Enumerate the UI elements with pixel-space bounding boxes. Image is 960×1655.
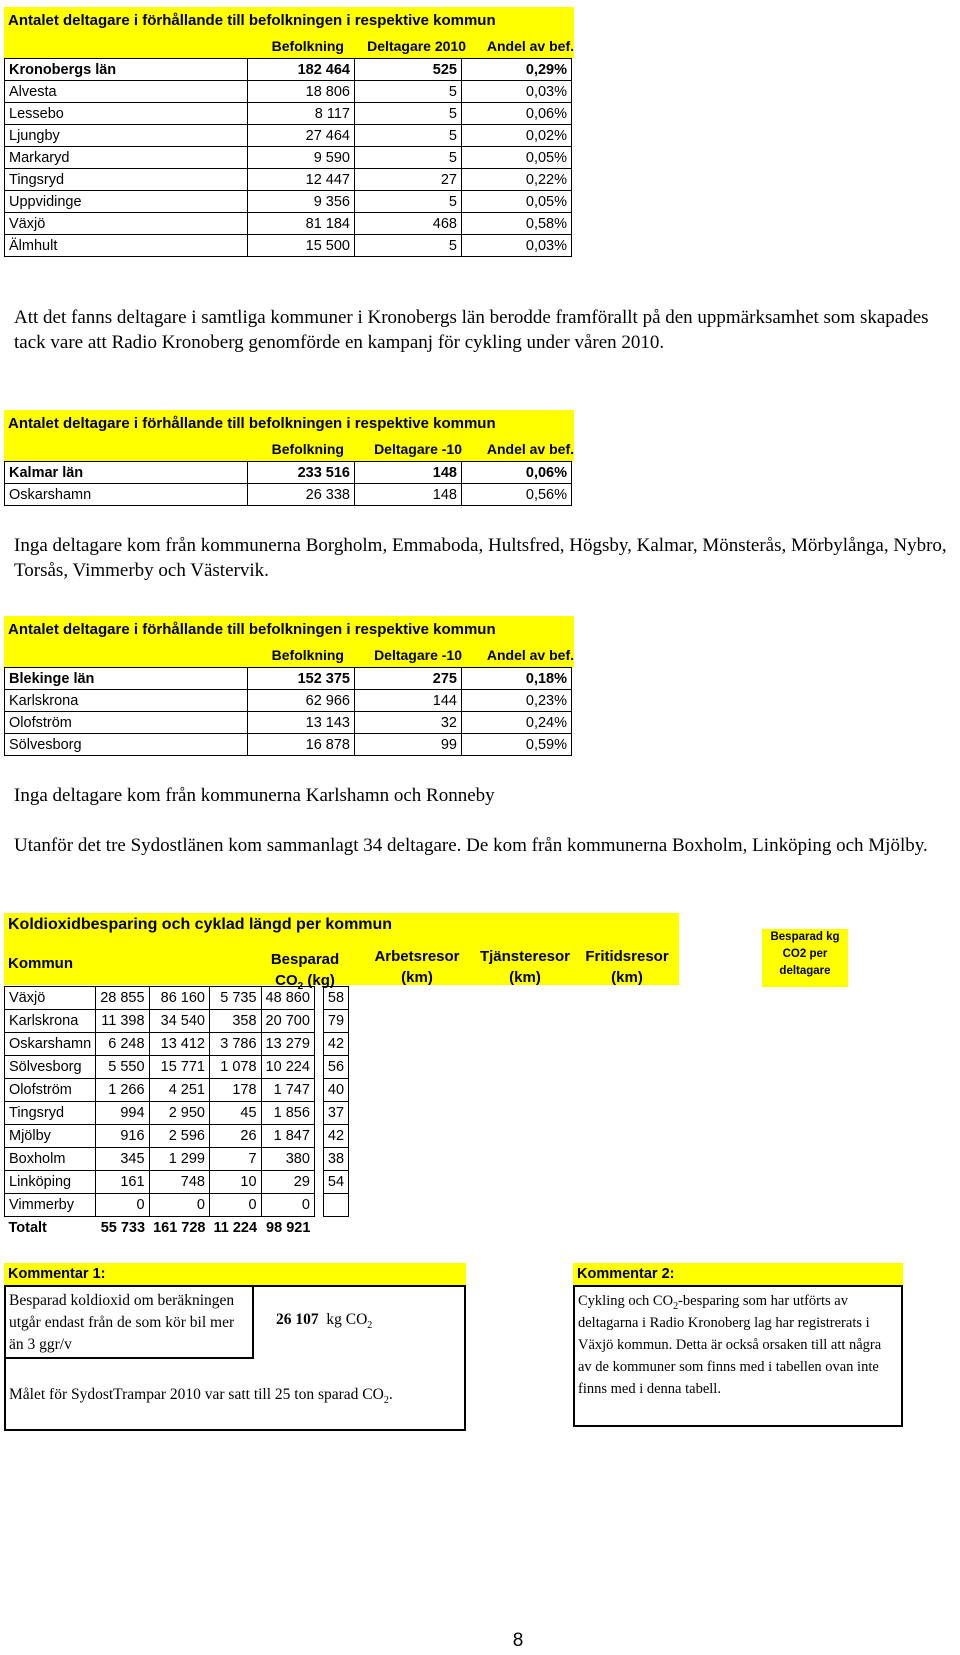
table-row: [5, 462, 572, 484]
cell: 0,03%: [462, 81, 572, 103]
cell: 0,06%: [462, 103, 572, 125]
cell: 275: [355, 668, 462, 690]
cell: 62 966: [248, 690, 355, 712]
cell: Lessebo: [5, 103, 248, 125]
cell: 233 516: [248, 462, 355, 484]
cell: Alvesta: [5, 81, 248, 103]
header-fritidsresor-line1: Fritidsresor: [585, 948, 669, 965]
table-row: [5, 235, 572, 257]
spacer-cell: [314, 1033, 323, 1056]
cell: 0,58%: [462, 213, 572, 235]
table-row: [5, 1079, 349, 1102]
blekinge-table-title: Antalet deltagare i förhållande till befolkningen i respektive kommun: [4, 616, 574, 644]
cell: 468: [355, 213, 462, 235]
cell: 32: [355, 712, 462, 734]
kommun-cell: Oskarshamn: [5, 1033, 96, 1056]
value-cell: 0: [96, 1194, 149, 1217]
header-andel: Andel av bef.: [486, 38, 574, 54]
value-cell: 42: [323, 1033, 348, 1056]
cell: 0,56%: [462, 484, 572, 506]
cell: Olofström: [5, 712, 248, 734]
value-cell: 79: [323, 1010, 348, 1033]
header-deltagare: Deltagare -10: [374, 441, 462, 457]
cell: 26 338: [248, 484, 355, 506]
cell: 9 590: [248, 147, 355, 169]
cell: Sölvesborg: [5, 734, 248, 756]
table-row: [5, 1033, 349, 1056]
comment-1-box: [4, 1285, 466, 1431]
co2-rows: [4, 986, 349, 1239]
value-cell: 29: [261, 1171, 314, 1194]
header-befolkning: Befolkning: [271, 441, 344, 457]
value-cell: 5 550: [96, 1056, 149, 1079]
header-kg-text: (kg): [303, 972, 335, 989]
table-row: [5, 734, 572, 756]
spacer-cell: [314, 1125, 323, 1148]
cell: 5: [355, 103, 462, 125]
value-cell: 56: [323, 1056, 348, 1079]
kommun-cell: Mjölby: [5, 1125, 96, 1148]
value-cell: 358: [209, 1010, 261, 1033]
cell: 16 878: [248, 734, 355, 756]
value-cell: 38: [323, 1148, 348, 1171]
table-row: [5, 213, 572, 235]
value-cell: 54: [323, 1171, 348, 1194]
cell: Uppvidinge: [5, 191, 248, 213]
table-row: [5, 103, 572, 125]
comment-1-goal: [9, 1386, 393, 1406]
table-row: [5, 59, 572, 81]
comment-1-goal-end: .: [388, 1386, 393, 1403]
cell: 182 464: [248, 59, 355, 81]
comment-1-label: Kommentar 1:: [4, 1263, 466, 1285]
total-label: Totalt: [8, 1220, 47, 1236]
value-cell: 380: [261, 1148, 314, 1171]
table-row: [5, 81, 572, 103]
comment-1-value-line: [276, 1311, 372, 1331]
value-cell: 20 700: [261, 1010, 314, 1033]
table-row: [5, 125, 572, 147]
total-row: [5, 1217, 349, 1240]
cell: 0,23%: [462, 690, 572, 712]
cell: Tingsryd: [5, 169, 248, 191]
comment-1-unit: kg CO: [326, 1311, 368, 1328]
value-cell: 40: [323, 1079, 348, 1102]
cell: 525: [355, 59, 462, 81]
value-cell: 0: [209, 1194, 261, 1217]
cell: 0,22%: [462, 169, 572, 191]
cell: Blekinge län: [5, 668, 248, 690]
cell: 0,29%: [462, 59, 572, 81]
comment-1-goal-sub: 2: [383, 1395, 389, 1407]
comment-1: [4, 1263, 466, 1431]
value-cell: 345: [96, 1148, 149, 1171]
header-besparad-line1: Besparad: [270, 951, 340, 968]
kronoberg-rows: [4, 58, 572, 257]
value-cell: 13 412: [149, 1033, 209, 1056]
cell: 148: [355, 484, 462, 506]
cell: 5: [355, 191, 462, 213]
paragraph-kronoberg: Att det fanns deltagare i samtliga kommuner i Kronobergs län berodde framförallt på den uppmärksamhet som skapades tack vare att Radio Kronoberg genomförde en kampanj för cykling under våren 2010.: [14, 307, 929, 353]
spacer-cell: [314, 1010, 323, 1033]
table-row: [5, 1056, 349, 1079]
value-cell: 7: [209, 1148, 261, 1171]
comment-2-label: Kommentar 2:: [573, 1263, 903, 1285]
table-row: [5, 169, 572, 191]
comment-2-text-sub: 2: [673, 1300, 679, 1312]
total-value: 98 921: [266, 1220, 311, 1236]
kronoberg-table-header: [4, 35, 574, 58]
total-value: 161 728: [153, 1220, 206, 1236]
header-co-sub: 2: [297, 981, 304, 992]
kalmar-table: [4, 410, 574, 506]
value-cell: 1 847: [261, 1125, 314, 1148]
cell: 148: [355, 462, 462, 484]
cell: 0,03%: [462, 235, 572, 257]
kalmar-table-title: Antalet deltagare i förhållande till befolkningen i respektive kommun: [4, 410, 574, 438]
kommun-cell: Tingsryd: [5, 1102, 96, 1125]
cell: 152 375: [248, 668, 355, 690]
kommun-cell: Olofström: [5, 1079, 96, 1102]
cell: 0,06%: [462, 462, 572, 484]
header-andel: Andel av bef.: [486, 647, 574, 663]
header-tjansteresor-line2: (km): [509, 969, 541, 986]
cell: Kronobergs län: [5, 59, 248, 81]
table-row: [5, 1102, 349, 1125]
kalmar-table-header: [4, 438, 574, 461]
comment-1-text-cell: [6, 1287, 254, 1359]
header-tjansteresor-line1: Tjänsteresor: [479, 948, 571, 965]
value-cell: 37: [323, 1102, 348, 1125]
value-cell: 2 950: [149, 1102, 209, 1125]
kalmar-rows: [4, 461, 572, 506]
spacer-cell: [314, 987, 323, 1010]
value-cell: 178: [209, 1079, 261, 1102]
header-andel: Andel av bef.: [486, 441, 574, 457]
spacer-cell: [314, 1217, 323, 1240]
cell: 13 143: [248, 712, 355, 734]
kommun-cell: Karlskrona: [5, 1010, 96, 1033]
value-cell: 26: [209, 1125, 261, 1148]
spacer-cell: [314, 1056, 323, 1079]
blekinge-table: [4, 616, 574, 756]
value-cell: 13 279: [261, 1033, 314, 1056]
cell: Kalmar län: [5, 462, 248, 484]
cell: 5: [355, 147, 462, 169]
table-row: [5, 1171, 349, 1194]
cell: 18 806: [248, 81, 355, 103]
cell: 12 447: [248, 169, 355, 191]
value-cell: 0: [149, 1194, 209, 1217]
cell: 27: [355, 169, 462, 191]
header-tjansteresor: [470, 946, 580, 988]
cell: 8 117: [248, 103, 355, 125]
spacer-cell: [314, 1148, 323, 1171]
cell: 9 356: [248, 191, 355, 213]
value-cell: 1 747: [261, 1079, 314, 1102]
value-cell: 48 860: [261, 987, 314, 1010]
header-per-deltagare-line2: CO2 per: [782, 948, 828, 960]
paragraph-other: Utanför det tre Sydostlänen kom sammanlagt 34 deltagare. De kom från kommunerna Boxholm, Linköping och Mjölby.: [14, 835, 928, 856]
value-cell: 86 160: [149, 987, 209, 1010]
kronoberg-table: [4, 7, 574, 257]
cell: 0,02%: [462, 125, 572, 147]
value-cell: 916: [96, 1125, 149, 1148]
value-cell: 1 856: [261, 1102, 314, 1125]
cell: Oskarshamn: [5, 484, 248, 506]
header-per-deltagare-line3: deltagare: [779, 965, 831, 977]
cell: Ljungby: [5, 125, 248, 147]
header-deltagare: Deltagare -10: [374, 647, 462, 663]
value-cell: 161: [96, 1171, 149, 1194]
comment-2-text-end: -besparing som har utförts av deltagarna i Radio Kronoberg lag har registrerats i Växjö kommun. Detta är också orsaken till att några av de kommuner som finns med i tabellen ovan inte finns med i denna tabell.: [578, 1293, 882, 1397]
table-row: [5, 712, 572, 734]
cell: Karlskrona: [5, 690, 248, 712]
total-value: 55 733: [100, 1220, 146, 1236]
page-number: 8: [512, 1630, 524, 1651]
header-arbetsresor: [362, 946, 472, 988]
spacer-cell: [314, 1079, 323, 1102]
table-row: [5, 668, 572, 690]
value-cell: 3 786: [209, 1033, 261, 1056]
header-per-deltagare: [762, 929, 848, 987]
blekinge-rows: [4, 667, 572, 756]
spacer-cell: [314, 1194, 323, 1217]
comment-1-value: 26 107: [276, 1311, 319, 1328]
cell: 5: [355, 125, 462, 147]
value-cell: 6 248: [96, 1033, 149, 1056]
value-cell: 994: [96, 1102, 149, 1125]
header-co-text: CO: [275, 972, 298, 989]
kommun-cell: Linköping: [5, 1171, 96, 1194]
header-befolkning: Befolkning: [271, 647, 344, 663]
value-cell: 748: [149, 1171, 209, 1194]
cell: 144: [355, 690, 462, 712]
value-cell: 1 266: [96, 1079, 149, 1102]
value-cell: 10 224: [261, 1056, 314, 1079]
table-row: [5, 690, 572, 712]
value-cell: [323, 1194, 348, 1217]
header-arbetsresor-line2: (km): [401, 969, 433, 986]
value-cell: 5 735: [209, 987, 261, 1010]
comment-2: [573, 1263, 903, 1427]
cell: Markaryd: [5, 147, 248, 169]
header-fritidsresor: [572, 946, 682, 988]
co2-table-title: Koldioxidbesparing och cyklad längd per kommun: [8, 916, 393, 933]
comment-2-box: [573, 1285, 903, 1427]
cell: Växjö: [5, 213, 248, 235]
spacer-cell: [314, 1102, 323, 1125]
table-row: [5, 1194, 349, 1217]
cell: 5: [355, 235, 462, 257]
spacer-cell: [323, 1217, 348, 1240]
value-cell: 10: [209, 1171, 261, 1194]
paragraph-blekinge: Inga deltagare kom från kommunerna Karlshamn och Ronneby: [14, 785, 495, 806]
table-row: [5, 147, 572, 169]
value-cell: 11 398: [96, 1010, 149, 1033]
value-cell: 15 771: [149, 1056, 209, 1079]
kommun-cell: Sölvesborg: [5, 1056, 96, 1079]
cell: 27 464: [248, 125, 355, 147]
value-cell: 1 078: [209, 1056, 261, 1079]
kronoberg-table-title: Antalet deltagare i förhållande till befolkningen i respektive kommun: [4, 7, 574, 35]
cell: 15 500: [248, 235, 355, 257]
cell: 0,59%: [462, 734, 572, 756]
header-fritidsresor-line2: (km): [611, 969, 643, 986]
co2-table-header: [4, 913, 679, 992]
cell: 0,05%: [462, 147, 572, 169]
value-cell: 34 540: [149, 1010, 209, 1033]
value-cell: 28 855: [96, 987, 149, 1010]
header-befolkning: Befolkning: [271, 38, 344, 54]
header-deltagare: Deltagare 2010: [367, 38, 466, 54]
value-cell: 0: [261, 1194, 314, 1217]
blekinge-table-header: [4, 644, 574, 667]
cell: Älmhult: [5, 235, 248, 257]
cell: 81 184: [248, 213, 355, 235]
value-cell: 4 251: [149, 1079, 209, 1102]
comment-2-text-start: Cykling och CO: [578, 1293, 674, 1309]
comment-1-goal-text: Målet för SydostTrampar 2010 var satt till 25 ton sparad CO: [9, 1386, 384, 1403]
value-cell: 1 299: [149, 1148, 209, 1171]
table-row: [5, 484, 572, 506]
cell: 0,05%: [462, 191, 572, 213]
value-cell: 58: [323, 987, 348, 1010]
header-arbetsresor-line1: Arbetsresor: [374, 948, 460, 965]
spacer-cell: [314, 1171, 323, 1194]
cell: 5: [355, 81, 462, 103]
table-row: [5, 1125, 349, 1148]
total-value: 11 224: [213, 1220, 258, 1236]
header-kommun: Kommun: [8, 955, 73, 972]
value-cell: 45: [209, 1102, 261, 1125]
value-cell: 42: [323, 1125, 348, 1148]
paragraph-kalmar: Inga deltagare kom från kommunerna Borgholm, Emmaboda, Hultsfred, Högsby, Kalmar, Mönsterås, Mörbylånga, Nybro, Torsås, Vimmerby och Västervik.: [14, 535, 947, 581]
table-row: [5, 987, 349, 1010]
cell: 0,24%: [462, 712, 572, 734]
table-row: [5, 1010, 349, 1033]
cell: 99: [355, 734, 462, 756]
cell: 0,18%: [462, 668, 572, 690]
value-cell: 2 596: [149, 1125, 209, 1148]
comment-1-text: Besparad koldioxid om beräkningen utgår endast från de som kör bil mer än 3 ggr/v: [9, 1292, 235, 1353]
kommun-cell: Vimmerby: [5, 1194, 96, 1217]
kommun-cell: Boxholm: [5, 1148, 96, 1171]
table-row: [5, 1148, 349, 1171]
kommun-cell: Växjö: [5, 987, 96, 1010]
comment-1-unit-sub: 2: [367, 1320, 373, 1332]
header-per-deltagare-line1: Besparad kg: [770, 931, 840, 943]
table-row: [5, 191, 572, 213]
